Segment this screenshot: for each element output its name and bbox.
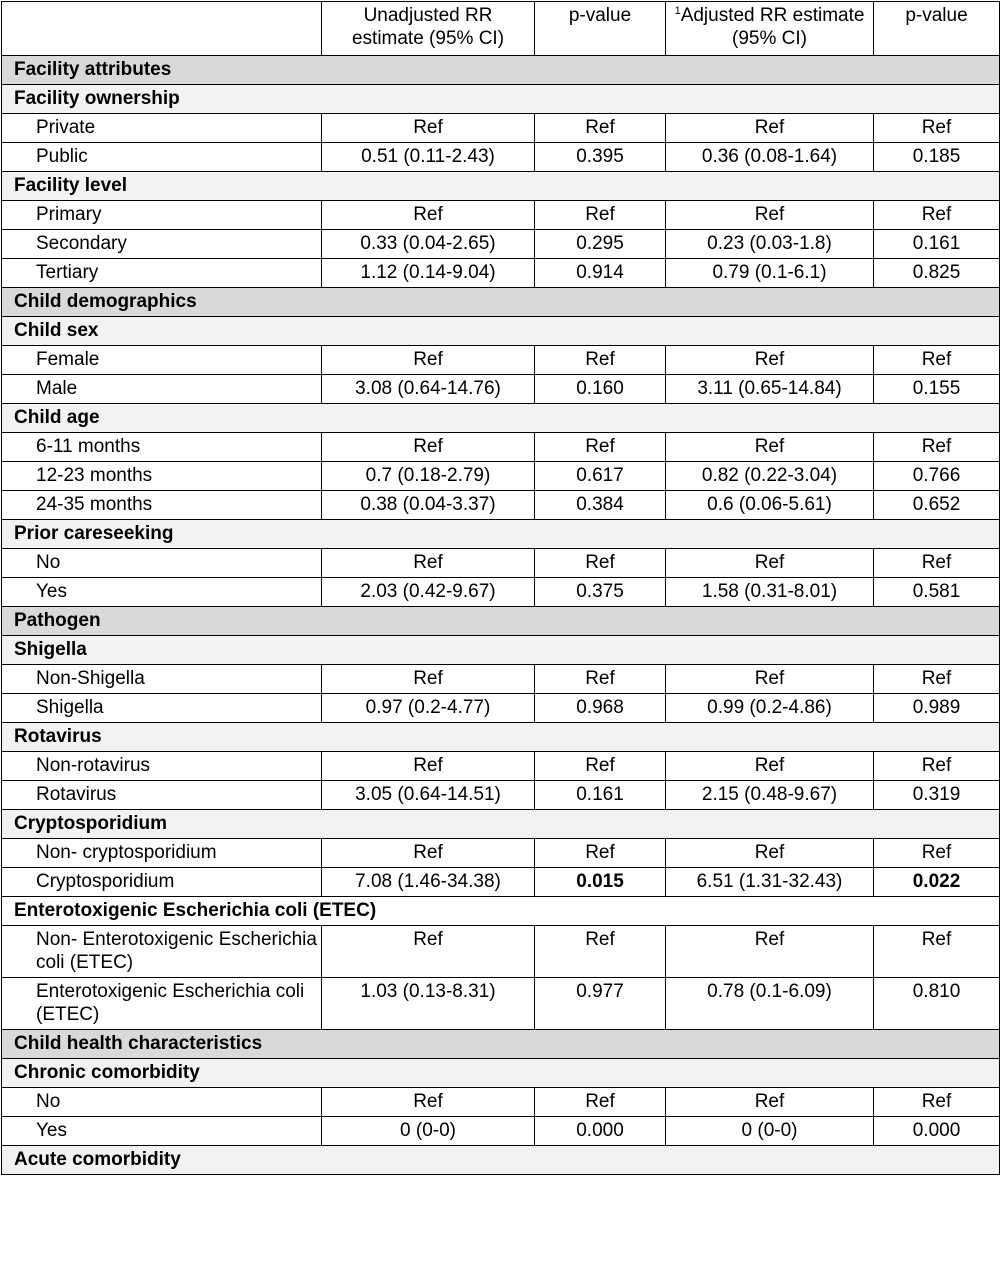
table-row bbox=[2, 839, 1000, 868]
p-value-adjusted: Ref bbox=[874, 665, 1000, 694]
adjusted-rr-value: 1.58 (0.31-8.01) bbox=[666, 578, 874, 607]
group-row bbox=[2, 520, 1000, 549]
p-value-unadjusted: Ref bbox=[535, 839, 666, 868]
row-label: Yes bbox=[2, 578, 322, 607]
row-label: Tertiary bbox=[2, 259, 322, 288]
adjusted-rr-value: 0.78 (0.1-6.09) bbox=[666, 978, 874, 1030]
section-label: Facility attributes bbox=[2, 56, 1000, 85]
table-row bbox=[2, 978, 1000, 1030]
adjusted-rr-value: Ref bbox=[666, 1088, 874, 1117]
section-label: Pathogen bbox=[2, 607, 1000, 636]
p-value-unadjusted: Ref bbox=[535, 201, 666, 230]
group-label: Facility level bbox=[2, 172, 1000, 201]
p-value-adjusted: Ref bbox=[874, 549, 1000, 578]
table-row bbox=[2, 259, 1000, 288]
row-label: Yes bbox=[2, 1117, 322, 1146]
p-value-adjusted: Ref bbox=[874, 926, 1000, 978]
adjusted-rr-value: Ref bbox=[666, 665, 874, 694]
section-row bbox=[2, 56, 1000, 85]
table-row bbox=[2, 230, 1000, 259]
row-label: Non- Enterotoxigenic Escherichia coli (ETEC) bbox=[2, 926, 322, 978]
table-row bbox=[2, 781, 1000, 810]
p-value-unadjusted: 0.015 bbox=[535, 868, 666, 897]
row-label: Primary bbox=[2, 201, 322, 230]
p-value-adjusted: 0.810 bbox=[874, 978, 1000, 1030]
p-value-unadjusted: Ref bbox=[535, 549, 666, 578]
p-value-unadjusted: 0.977 bbox=[535, 978, 666, 1030]
header-unadjusted-rr: Unadjusted RR estimate (95% CI) bbox=[322, 2, 535, 56]
group-label: Rotavirus bbox=[2, 723, 1000, 752]
adjusted-rr-value: Ref bbox=[666, 346, 874, 375]
p-value-unadjusted: Ref bbox=[535, 346, 666, 375]
header-p-value-unadjusted: p-value bbox=[535, 2, 666, 56]
header-label-cell bbox=[2, 2, 322, 56]
adjusted-rr-value: 2.15 (0.48-9.67) bbox=[666, 781, 874, 810]
row-label: Secondary bbox=[2, 230, 322, 259]
adjusted-rr-value: 0 (0-0) bbox=[666, 1117, 874, 1146]
table-row bbox=[2, 549, 1000, 578]
group-row bbox=[2, 636, 1000, 665]
p-value-unadjusted: Ref bbox=[535, 926, 666, 978]
row-label: 12-23 months bbox=[2, 462, 322, 491]
group-row bbox=[2, 1059, 1000, 1088]
p-value-unadjusted: 0.000 bbox=[535, 1117, 666, 1146]
regression-results-table bbox=[1, 1, 1000, 1175]
table-row bbox=[2, 926, 1000, 978]
row-label: Public bbox=[2, 143, 322, 172]
row-label: Non-Shigella bbox=[2, 665, 322, 694]
adjusted-rr-value: 6.51 (1.31-32.43) bbox=[666, 868, 874, 897]
unadjusted-rr-value: 7.08 (1.46-34.38) bbox=[322, 868, 535, 897]
group-label: Facility ownership bbox=[2, 85, 1000, 114]
group-label: Prior careseeking bbox=[2, 520, 1000, 549]
p-value-unadjusted: 0.914 bbox=[535, 259, 666, 288]
p-value-adjusted: 0.000 bbox=[874, 1117, 1000, 1146]
unadjusted-rr-value: 1.03 (0.13-8.31) bbox=[322, 978, 535, 1030]
header-adjusted-rr-text: Adjusted RR estimate (95% CI) bbox=[680, 5, 865, 49]
row-label: Female bbox=[2, 346, 322, 375]
row-label: Non- cryptosporidium bbox=[2, 839, 322, 868]
adjusted-rr-value: 0.99 (0.2-4.86) bbox=[666, 694, 874, 723]
table-row bbox=[2, 346, 1000, 375]
p-value-unadjusted: Ref bbox=[535, 752, 666, 781]
adjusted-rr-value: 0.6 (0.06-5.61) bbox=[666, 491, 874, 520]
row-label: Rotavirus bbox=[2, 781, 322, 810]
row-label: 24-35 months bbox=[2, 491, 322, 520]
p-value-adjusted: 0.161 bbox=[874, 230, 1000, 259]
table-row bbox=[2, 665, 1000, 694]
table-row bbox=[2, 433, 1000, 462]
adjusted-rr-value: Ref bbox=[666, 201, 874, 230]
table-row bbox=[2, 462, 1000, 491]
table-row bbox=[2, 752, 1000, 781]
unadjusted-rr-value: 0.38 (0.04-3.37) bbox=[322, 491, 535, 520]
group-label: Chronic comorbidity bbox=[2, 1059, 1000, 1088]
adjusted-rr-value: Ref bbox=[666, 114, 874, 143]
section-row bbox=[2, 607, 1000, 636]
p-value-adjusted: Ref bbox=[874, 1088, 1000, 1117]
group-row bbox=[2, 723, 1000, 752]
table-row bbox=[2, 201, 1000, 230]
unadjusted-rr-value: 0.7 (0.18-2.79) bbox=[322, 462, 535, 491]
p-value-unadjusted: 0.384 bbox=[535, 491, 666, 520]
row-label: No bbox=[2, 1088, 322, 1117]
adjusted-rr-value: 3.11 (0.65-14.84) bbox=[666, 375, 874, 404]
group-label: Child age bbox=[2, 404, 1000, 433]
row-label: Private bbox=[2, 114, 322, 143]
p-value-unadjusted: 0.617 bbox=[535, 462, 666, 491]
p-value-adjusted: 0.581 bbox=[874, 578, 1000, 607]
group-row bbox=[2, 1146, 1000, 1175]
adjusted-rr-value: Ref bbox=[666, 752, 874, 781]
group-row bbox=[2, 810, 1000, 839]
unadjusted-rr-value: Ref bbox=[322, 839, 535, 868]
adjusted-rr-value: Ref bbox=[666, 549, 874, 578]
unadjusted-rr-value: Ref bbox=[322, 1088, 535, 1117]
row-label: Cryptosporidium bbox=[2, 868, 322, 897]
p-value-adjusted: Ref bbox=[874, 752, 1000, 781]
table-row bbox=[2, 1088, 1000, 1117]
unadjusted-rr-value: 2.03 (0.42-9.67) bbox=[322, 578, 535, 607]
p-value-unadjusted: 0.161 bbox=[535, 781, 666, 810]
table-row bbox=[2, 578, 1000, 607]
adjusted-rr-value: Ref bbox=[666, 433, 874, 462]
row-label: Enterotoxigenic Escherichia coli (ETEC) bbox=[2, 978, 322, 1030]
p-value-unadjusted: Ref bbox=[535, 1088, 666, 1117]
p-value-unadjusted: 0.160 bbox=[535, 375, 666, 404]
row-label: Shigella bbox=[2, 694, 322, 723]
group-row bbox=[2, 172, 1000, 201]
p-value-unadjusted: 0.395 bbox=[535, 143, 666, 172]
p-value-adjusted: 0.155 bbox=[874, 375, 1000, 404]
p-value-adjusted: Ref bbox=[874, 114, 1000, 143]
unadjusted-rr-value: 3.05 (0.64-14.51) bbox=[322, 781, 535, 810]
adjusted-rr-value: 0.79 (0.1-6.1) bbox=[666, 259, 874, 288]
p-value-adjusted: Ref bbox=[874, 433, 1000, 462]
row-label: Non-rotavirus bbox=[2, 752, 322, 781]
table-row bbox=[2, 143, 1000, 172]
p-value-adjusted: 0.022 bbox=[874, 868, 1000, 897]
adjusted-rr-value: 0.36 (0.08-1.64) bbox=[666, 143, 874, 172]
section-row bbox=[2, 288, 1000, 317]
header-p-value-adjusted: p-value bbox=[874, 2, 1000, 56]
p-value-adjusted: 0.766 bbox=[874, 462, 1000, 491]
group-row bbox=[2, 404, 1000, 433]
header-adjusted-rr bbox=[666, 2, 874, 56]
section-label: Child health characteristics bbox=[2, 1030, 1000, 1059]
p-value-adjusted: Ref bbox=[874, 201, 1000, 230]
p-value-unadjusted: 0.968 bbox=[535, 694, 666, 723]
unadjusted-rr-value: 0.97 (0.2-4.77) bbox=[322, 694, 535, 723]
p-value-unadjusted: Ref bbox=[535, 433, 666, 462]
unadjusted-rr-value: 0 (0-0) bbox=[322, 1117, 535, 1146]
unadjusted-rr-value: Ref bbox=[322, 114, 535, 143]
adjusted-rr-value: 0.23 (0.03-1.8) bbox=[666, 230, 874, 259]
p-value-adjusted: 0.185 bbox=[874, 143, 1000, 172]
p-value-unadjusted: 0.375 bbox=[535, 578, 666, 607]
table-row bbox=[2, 694, 1000, 723]
table-row bbox=[2, 491, 1000, 520]
table-row bbox=[2, 1117, 1000, 1146]
p-value-unadjusted: Ref bbox=[535, 665, 666, 694]
p-value-adjusted: Ref bbox=[874, 346, 1000, 375]
unadjusted-rr-value: 3.08 (0.64-14.76) bbox=[322, 375, 535, 404]
group-row bbox=[2, 85, 1000, 114]
p-value-adjusted: 0.825 bbox=[874, 259, 1000, 288]
p-value-unadjusted: 0.295 bbox=[535, 230, 666, 259]
row-label: No bbox=[2, 549, 322, 578]
section-row bbox=[2, 1030, 1000, 1059]
adjusted-rr-value: 0.82 (0.22-3.04) bbox=[666, 462, 874, 491]
unadjusted-rr-value: 1.12 (0.14-9.04) bbox=[322, 259, 535, 288]
group-row bbox=[2, 897, 1000, 926]
adjusted-rr-value: Ref bbox=[666, 926, 874, 978]
unadjusted-rr-value: 0.33 (0.04-2.65) bbox=[322, 230, 535, 259]
unadjusted-rr-value: Ref bbox=[322, 201, 535, 230]
group-label: Shigella bbox=[2, 636, 1000, 665]
group-row bbox=[2, 317, 1000, 346]
group-label: Acute comorbidity bbox=[2, 1146, 1000, 1175]
section-label: Child demographics bbox=[2, 288, 1000, 317]
group-label: Enterotoxigenic Escherichia coli (ETEC) bbox=[2, 897, 1000, 926]
table-row bbox=[2, 375, 1000, 404]
p-value-adjusted: Ref bbox=[874, 839, 1000, 868]
unadjusted-rr-value: Ref bbox=[322, 433, 535, 462]
unadjusted-rr-value: 0.51 (0.11-2.43) bbox=[322, 143, 535, 172]
footnote-marker: 1 bbox=[674, 5, 681, 17]
unadjusted-rr-value: Ref bbox=[322, 346, 535, 375]
adjusted-rr-value: Ref bbox=[666, 839, 874, 868]
p-value-adjusted: 0.989 bbox=[874, 694, 1000, 723]
group-label: Child sex bbox=[2, 317, 1000, 346]
p-value-adjusted: 0.652 bbox=[874, 491, 1000, 520]
unadjusted-rr-value: Ref bbox=[322, 926, 535, 978]
p-value-unadjusted: Ref bbox=[535, 114, 666, 143]
header-row bbox=[2, 2, 1000, 56]
p-value-adjusted: 0.319 bbox=[874, 781, 1000, 810]
unadjusted-rr-value: Ref bbox=[322, 665, 535, 694]
table-row bbox=[2, 868, 1000, 897]
row-label: Male bbox=[2, 375, 322, 404]
unadjusted-rr-value: Ref bbox=[322, 549, 535, 578]
unadjusted-rr-value: Ref bbox=[322, 752, 535, 781]
group-label: Cryptosporidium bbox=[2, 810, 1000, 839]
row-label: 6-11 months bbox=[2, 433, 322, 462]
table-row bbox=[2, 114, 1000, 143]
